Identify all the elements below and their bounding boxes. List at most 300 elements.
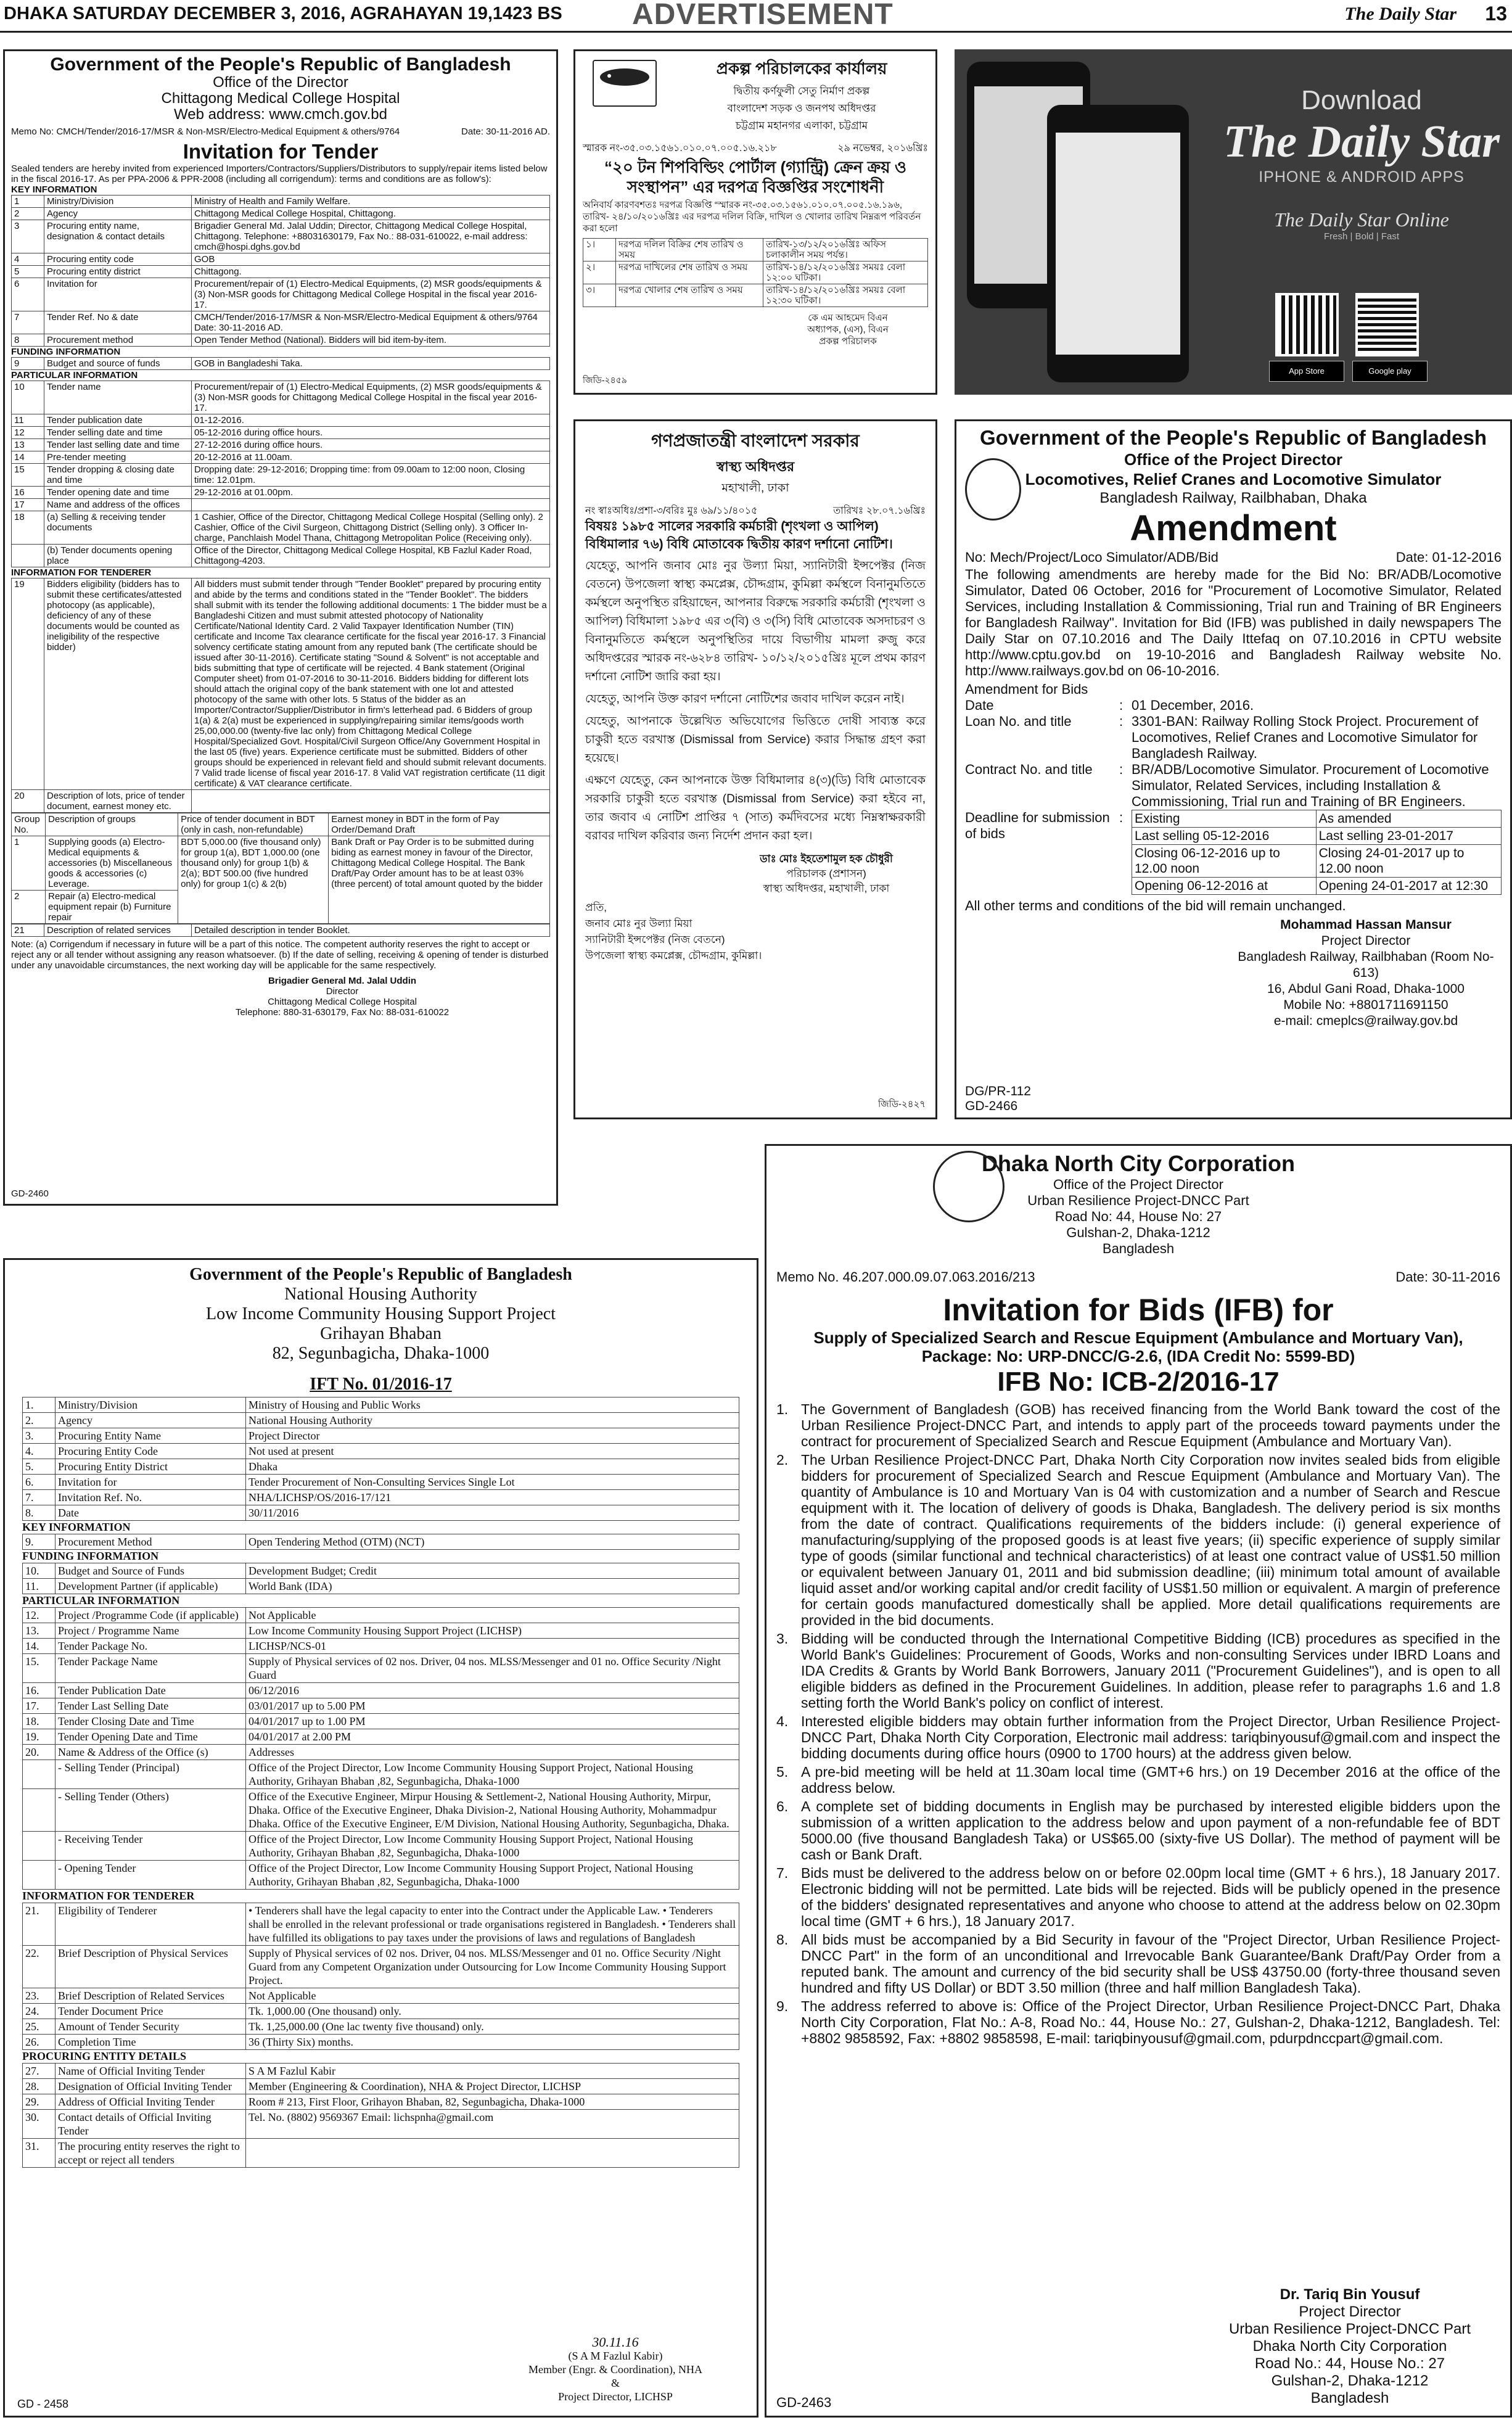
- table-row: [12, 499, 550, 511]
- dncc-logo: [933, 1151, 1005, 1222]
- table-cell: 21.: [23, 1903, 55, 1946]
- gd-number: GD - 2458: [17, 2398, 69, 2410]
- signatory-org: Chittagong Medical College Hospital: [268, 997, 417, 1007]
- bn2-date: তারিখঃ ২৮.০৭.১৬খ্রিঃ: [833, 506, 926, 516]
- table-row: [23, 1714, 739, 1729]
- table-row: [583, 239, 928, 261]
- lot-1: Supplying goods (a) Electro-Medical equipments & accessories (b) Miscellaneous goods & accessories (c) Leverage.: [46, 836, 178, 891]
- table-row: [1132, 878, 1502, 895]
- bn-signatory-title: প্রকল্প পরিচালক: [819, 336, 877, 347]
- table-cell: Designation of Official Inviting Tender: [55, 2079, 246, 2094]
- table-row: [12, 414, 550, 427]
- table-cell: তারিখ-১৪/১২/২০১৬খ্রিঃ সময়ঃ বেলা ১২:৩০ ঘটিকা।: [763, 284, 928, 307]
- table-cell: ১।: [583, 239, 616, 261]
- table-cell: 1 Cashier, Office of the Director, Chittagong Medical College Hospital (Selling only). 2 Cashier, Office of the Civil Surgeon, Chittagong District (Selling only). 3 Officer In-charge, Panchlaish Model Thana, Chittagong Metropolitan Police (Receiving only).: [192, 511, 550, 545]
- bn2-recipient-title: স্যানিটারী ইন্সপেক্টর (নিজ বেতনে): [585, 934, 725, 945]
- rail-address: Bangladesh Railway, Railbhaban, Dhaka: [1099, 490, 1367, 506]
- rail-signatory-email: e-mail: cmeplcs@railway.gov.bd: [1273, 1014, 1458, 1028]
- table-cell: Brief Description of Related Services: [55, 1988, 246, 2004]
- table-cell: 10: [12, 381, 44, 414]
- nha-table-general: [22, 1397, 739, 1521]
- phone-image-2: [1047, 105, 1189, 382]
- table-row: [23, 1639, 739, 1654]
- item-text: All bids must be accompanied by a Bid Security in favour of the "Project Director, Urban Resilience Project-DNCC Part" in the form of an unconditional and Irrevocable Bank Guarantee/Bank Draft/Pay Order from a reputed bank. The amount and currency of the bid security shall be US$ 43750.00 (forty-three thousand seven hundred and fifty US Dollar) or BDT 3.50 million (three and half million Bangladesh Taka).: [801, 1932, 1500, 1996]
- table-cell: 03/01/2017 up to 5.00 PM: [246, 1698, 739, 1714]
- bn2-ref: নং স্বাঃঅধিঃ/প্রশা-৩/বরিঃ মুঃ ৬৯/১১/৪০১৫: [585, 506, 758, 516]
- table-cell: Agency: [44, 208, 192, 220]
- bn2-para2: যেহেতু, আপনি উক্ত কারণ দর্শানো নোটিশের জবাব দাখিল করেন নাই।: [585, 693, 905, 706]
- table-row: [12, 208, 550, 220]
- lot-2: Repair (a) Electro-medical equipment repair (b) Furniture repair: [46, 891, 178, 924]
- table-cell: Tk. 1,25,000.00 (One lac twenty five thousand) only.: [246, 2019, 739, 2035]
- app-store-badge[interactable]: App Store: [1269, 361, 1344, 382]
- table-cell: Ministry of Health and Family Welfare.: [192, 195, 550, 208]
- table-cell: 14: [12, 451, 44, 464]
- table-cell: 22.: [23, 1946, 55, 1988]
- table-cell: 2: [12, 208, 44, 220]
- table-cell: 27.: [23, 2064, 55, 2079]
- signatory-contact: Telephone: 880-31-630179, Fax No: 88-031-610022: [235, 1007, 450, 1018]
- table-row: [23, 1623, 739, 1639]
- table-cell: 9: [12, 358, 44, 370]
- table-cell: NHA/LICHSP/OS/2016-17/121: [246, 1490, 739, 1505]
- table-cell: 1: [12, 195, 44, 208]
- table-row: [12, 220, 550, 253]
- table-cell: Dropping date: 29-12-2016; Dropping time: from 09.00am to 12:00 noon, Closing time: 12.01pm.: [192, 464, 550, 487]
- rail-signatory-title: Project Director: [1321, 934, 1411, 948]
- table-cell: 12.: [23, 1608, 55, 1623]
- tenderer-table: [11, 578, 550, 813]
- table-cell: ৩।: [583, 284, 616, 307]
- list-item: [776, 1452, 1500, 1628]
- list-item: [776, 1998, 1500, 2046]
- table-cell: Tender last selling date and time: [44, 439, 192, 451]
- promo-online: The Daily Star Online: [1274, 208, 1449, 231]
- table-cell: 17.: [23, 1698, 55, 1714]
- table-row: [23, 1563, 739, 1579]
- google-play-badge[interactable]: Google play: [1352, 361, 1428, 382]
- dncc-signatory-country: Bangladesh: [1310, 2390, 1389, 2406]
- section-funding: FUNDING INFORMATION: [11, 347, 121, 357]
- table-row: [23, 1760, 739, 1789]
- table-cell: Not Applicable: [246, 1608, 739, 1623]
- dncc-ifb-ad: [765, 1144, 1512, 2418]
- nha-table-particular: [22, 1607, 739, 1890]
- table-cell: Not Applicable: [246, 1988, 739, 2004]
- memo-date: Date: 30-11-2016 AD.: [461, 126, 550, 137]
- rail-body: The following amendments are hereby made for the Bid No: BR/ADB/Locomotive Simulator, Dated 06 October, 2016 for "Procurement of Locomotive Simulator, Related Services, including Installation & Commissioning, Trial run and Training of BR Engineers for Bangladesh Railway". Invitation for Bid (IFB) was published in daily newspapers The Daily Star on 07.10.2016 and The Daily Ittefaq on 07.10.2016 in CPTU website http://www.cptu.gov.bd on 19-10-2016 and Bangladesh Railway website No. http://www.railways.gov.bd on 06-10-2016.: [965, 567, 1502, 678]
- list-item: [776, 1713, 1500, 1761]
- table-cell: Brief Description of Physical Services: [55, 1946, 246, 1988]
- table-cell: 29-12-2016 at 01.00pm.: [192, 487, 550, 499]
- nha-table-funding: [22, 1563, 739, 1594]
- bn-sub1: দ্বিতীয় কর্ণফুলী সেতু নির্মাণ প্রকল্প: [733, 85, 870, 97]
- table-cell: Pre-tender meeting: [44, 451, 192, 464]
- rail-amend-label: Amendment for Bids: [965, 681, 1088, 697]
- table-row: [23, 1745, 739, 1760]
- table-cell: Not used at present: [246, 1444, 739, 1459]
- dateline: DHAKA SATURDAY DECEMBER 3, 2016, AGRAHAYAN 19,1423 BS: [4, 4, 562, 23]
- bn2-signatory-title: পরিচালক (প্রশাসন): [786, 868, 866, 879]
- qr-code-ios[interactable]: [1275, 293, 1339, 356]
- list-item: [776, 1798, 1500, 1862]
- lot-col-earnest: Earnest money in BDT in the form of Pay Order/Demand Draft: [329, 813, 550, 836]
- table-cell: Procuring Entity Code: [55, 1444, 246, 1459]
- table-cell: National Housing Authority: [246, 1413, 739, 1428]
- table-cell: 28.: [23, 2079, 55, 2094]
- table-cell: তারিখ-১৩/১২/২০১৬খ্রিঃ অফিস চলাকালীন সময় পর্যন্ত।: [763, 239, 928, 261]
- table-cell: 8.: [23, 1505, 55, 1521]
- table-row: [23, 2139, 739, 2168]
- signatory-title: Director: [326, 986, 359, 997]
- dncc-signatory-area: Gulshan-2, Dhaka-1212: [1271, 2373, 1429, 2389]
- table-cell: Date: [55, 1505, 246, 1521]
- bn2-signatory: ডাঃ মোঃ ইহতেশামুল হক চৌধুরী: [760, 853, 893, 865]
- table-cell: Procuring entity district: [44, 266, 192, 278]
- table-cell: 15: [12, 464, 44, 487]
- table-cell: 04/01/2017 at 2.00 PM: [246, 1729, 739, 1745]
- table-row: [12, 511, 550, 545]
- ad-org: Chittagong Medical College Hospital: [161, 90, 400, 107]
- dncc-title: Invitation for Bids (IFB) for: [943, 1293, 1334, 1327]
- nha-section-tenderer: INFORMATION FOR TENDERER: [22, 1890, 195, 1902]
- rail-key-date: Date: [965, 698, 994, 713]
- nha-heading: Government of the People's Republic of Bangladesh: [189, 1265, 572, 1284]
- table-row: [23, 1861, 739, 1890]
- dncc-country: Bangladesh: [1102, 1241, 1175, 1256]
- table-row: [23, 1428, 739, 1444]
- table-cell: LICHSP/NCS-01: [246, 1639, 739, 1654]
- dncc-project: Urban Resilience Project-DNCC Part: [1027, 1193, 1249, 1208]
- table-cell: Contact details of Official Inviting Tender: [55, 2110, 246, 2139]
- table-cell: Dhaka: [246, 1459, 739, 1475]
- table-row: [12, 311, 550, 334]
- dncc-ifb-number: IFB No: ICB-2/2016-17: [997, 1367, 1280, 1397]
- table-cell: GOB in Bangladeshi Taka.: [192, 358, 550, 370]
- bn-sub3: চট্টগ্রাম মহানগর এলাকা, চট্টগ্রাম: [735, 120, 868, 131]
- bangla-crane-notice: [573, 49, 937, 395]
- bn2-para1: যেহেতু, আপনি জনাব মোঃ নুর উল্যা মিয়া, স্যানিটারী ইন্সপেক্টর (নিজ বেতনে) উপজেলা স্বাস্থ্য কমপ্লেক্স, চৌদ্দগ্রাম, কুমিল্লা কর্মস্থলে বিনানুমতিতে কর্মস্থলে অনুপস্থিত রহিয়াছেন, আপনার বিরুদ্ধে সরকারি কর্মচারী (শৃংখলা ও আপিল) বিধিমালা ১৯৮৫ এর ৩(বি) ও ৩(সি) বিধি মোতাবেক অসদাচরণ ও বিনানুমতিতে কর্মস্থলে অনুপস্থিতির দায়ে বিভাগীয় মামলা রুজু করে অধিদপ্তরের স্মারক নং-৬২৮৪ তারিখ- ১০/১২/২০১৫খ্রিঃ মূলে প্রথম কারণ দর্শানো নোটিশ জারি করা হয়।: [585, 559, 926, 683]
- table-row: [23, 2079, 739, 2094]
- gd-number: GD-2463: [776, 2395, 832, 2410]
- nha-building: Grihayan Bhaban: [320, 1324, 442, 1343]
- rail-signatory-org: Bangladesh Railway, Railbhaban (Room No-613): [1238, 950, 1494, 980]
- table-cell: Office of the Project Director, Low Income Community Housing Support Project, National Housing Authority, Grihayan Bhaban ,82, Segunbagicha, Dhaka-1000: [246, 1760, 739, 1789]
- table-cell: 7.: [23, 1490, 55, 1505]
- bn2-place: মহাখালী, ঢাকা: [721, 482, 789, 495]
- ad-note: Note: (a) Corrigendum if necessary in future will be a part of this notice. The competent authority reserves the right to accept or reject any or all tender without assigning any reason whatsoever. (b) If the date of selling, receiving & opening of tender is disturbed under any unavoidable circumstances, the next working day will be applicable for the same respectively.: [11, 939, 549, 971]
- qr-code-android[interactable]: [1355, 293, 1419, 356]
- table-cell: Supply of Physical services of 02 nos. Driver, 04 nos. MLSS/Messenger and 01 no. Office Security /Night Guard: [246, 1654, 739, 1683]
- item-text: Bids must be delivered to the address below on or before 02.00pm local time (GMT + 6 hrs.), 18 January 2017. Electronic bidding will not be permitted. Late bids will be rejected. Bids will be publicly opened in the presence of the bidders' designated representatives and anyone who choose to attend at the address below on 02.30pm local time (GMT + 6 hrs.), 18 January 2017.: [801, 1865, 1500, 1929]
- railway-amendment-ad: Government of the People's Republic of Bangladesh Office of the Project Director Locomotives, Relief Cranes and Locomotive Simulator Bangladesh Railway, Railbhaban, Dhaka Amendment No: Mech/Project/Loco Simulator/ADB/Bid Date: 01-12-2016 The following amendments are hereby made for the Bid No: BR/ADB/Locomotive Simulator, Dated 06 October, 2016 for "Procurement of Locomotive Simulator, Related Services, including Installation & Commissioning, Trial run and Training of BR Engineers for Bangladesh Railway". Invitation for Bid (IFB) was published in daily newspapers The Daily Star on 07.10.2016 and The Daily Ittefaq on 07.10.2016 in CPTU website http://www.cptu.gov.bd on 19-10-2016 and Bangladesh Railway website No. http://www.railways.gov.bd on 06-10-2016. Amendment for Bids Date : 01 December, 2016. Loan No. and title : 3301-BAN: Railway Rolling Stock Project. Procurement of Locomotives, Relief Cranes and Locomotive Simulator for Bangladesh Railway. Contract No. and title : BR/ADB/Locomotive Simulator. Procurement of Locomotive Simulator, Related Services, including Installation & Commissioning, Trial run and Training of BR Engineers. Deadline for submission of bids : Existing As amended Last selling 05-12-2016 Last selling 23-01-2017 Closing 06-12-2016 up to 12.00 noon Closing 24-01-2017 up to 12.00 noon Opening 06-12-2016 at Opening 24-01-2017 at 12:30 All other terms and conditions of the bid will remain unchanged. Mohammad Hassan Mansur Project Director Bangladesh Railway, Railbhaban (Room No-613) 16, Abdul Gani Road, Dhaka-1000 Mobile No: +8801711691150 e-mail: cmeplcs@railway.gov.bd DG/PR-112 GD-2466: [955, 419, 1512, 1119]
- table-row: [23, 2110, 739, 2139]
- dncc-items: [776, 1401, 1500, 2046]
- table-cell: তারিখ-১৪/১২/২০১৬খ্রিঃ সময়ঃ বেলা ১২:০০ ঘটিকা।: [763, 261, 928, 284]
- table-cell: 2.: [23, 1413, 55, 1428]
- table-row: [12, 381, 550, 414]
- table-row: [23, 1608, 739, 1623]
- table-cell: 20-12-2016 at 11.00am.: [192, 451, 550, 464]
- table-cell: Completion Time: [55, 2035, 246, 2050]
- dncc-signatory: Dr. Tariq Bin Yousuf: [1280, 2286, 1420, 2303]
- table-cell: Invitation for: [55, 1475, 246, 1490]
- list-item: [776, 1764, 1500, 1796]
- table-cell: Tender name: [44, 381, 192, 414]
- table-cell: 18: [12, 511, 44, 545]
- table-cell: Ministry of Housing and Public Works: [246, 1397, 739, 1413]
- table-cell: 12: [12, 427, 44, 439]
- table-cell: [23, 1861, 55, 1890]
- table-cell: 20.: [23, 1745, 55, 1760]
- table-cell: 36 (Thirty Six) months.: [246, 2035, 739, 2050]
- table-cell: Open Tendering Method (OTM) (NCT): [246, 1534, 739, 1550]
- table-cell: 13.: [23, 1623, 55, 1639]
- table-cell: Procuring Entity Name: [55, 1428, 246, 1444]
- table-cell: 11.: [23, 1579, 55, 1594]
- item-number: 2.: [776, 1452, 789, 1468]
- nha-section-key: KEY INFORMATION: [22, 1521, 131, 1533]
- dncc-signatory-project: Urban Resilience Project-DNCC Part: [1228, 2321, 1471, 2337]
- cmch-tender-ad: [3, 49, 558, 1206]
- bn-ref: স্মারক নং-৩৫.০৩.১৫৬১.০১০.০৭.০০৫.১৬.২১৮: [583, 143, 777, 154]
- table-row: [12, 790, 550, 813]
- rail-signatory-addr: 16, Abdul Gani Road, Dhaka-1000: [1267, 982, 1465, 996]
- table-cell: 8: [12, 334, 44, 347]
- nha-address: 82, Segunbagicha, Dhaka-1000: [272, 1344, 490, 1363]
- section-tenderer: INFORMATION FOR TENDERER: [11, 567, 152, 578]
- table-row: [23, 1444, 739, 1459]
- item-text: The address referred to above is: Office of the Project Director, Urban Resilience Project-DNCC Part, Dhaka North City Corporation, Flat No.: A-8, Road No.: 44, House No.: 27, Gulshan-2, Dhaka-1212, Bangladesh. Tel: +8802 9858592, Fax: +8802 9858598, E-mail: tariqbinyousuf@gmail.com, pdurpdnccpart@gmail.com.: [801, 1998, 1500, 2046]
- table-cell: Project /Programme Code (if applicable): [55, 1608, 246, 1623]
- section-key-info: KEY INFORMATION: [11, 184, 97, 195]
- table-cell: দরপত্র খোলার শেষ তারিখ ও সময়: [616, 284, 763, 307]
- table-cell: Chittagong.: [192, 266, 550, 278]
- table-cell: 4: [12, 253, 44, 266]
- item-number: 8.: [776, 1932, 789, 1948]
- ad-web: Web address: www.cmch.gov.bd: [174, 106, 387, 123]
- table-row: [12, 334, 550, 347]
- dncc-road: Road No: 44, House No: 27: [1054, 1209, 1222, 1224]
- table-cell: Invitation for: [44, 278, 192, 311]
- nha-table-entity: [22, 2063, 739, 2168]
- lot-price: BDT 5,000.00 (five thousand only) for group 1(a), BDT 1,000.00 (one thousand only) for group 1(b) & 2(a); BDT 500.00 (five hundred only) for group 1(c) & 2(b): [178, 836, 329, 924]
- bn-title: প্রকল্প পরিচালকের কার্যালয়: [716, 59, 887, 78]
- table-cell: Office of the Executive Engineer, Mirpur Housing & Settlement-2, National Housing Authority, Mirpur, Dhaka. Office of the Executive Engineer, Dhaka Division-2, National Housing Authority, Mohammadpur Dhaka. Office of the Executive Engineer, E/M Division, National Housing Authority, Segunbagicha, Dhaka.: [246, 1789, 739, 1832]
- table-row: [23, 1654, 739, 1683]
- table-cell: [23, 1789, 55, 1832]
- table-cell: Closing 06-12-2016 up to 12.00 noon: [1132, 845, 1317, 878]
- table-cell: Last selling 05-12-2016: [1132, 828, 1317, 845]
- lot-earnest: Bank Draft or Pay Order is to be submitted during biding as earnest money in favour of the Director, Chittagong Medical College Hospital. The Bank Draft/Pay Order amount has to be at least 03% (three percent) of total amount quoted by the bidder: [329, 836, 550, 924]
- rail-signatory: Mohammad Hassan Mansur: [1280, 918, 1452, 932]
- gd-number: জিডি-২৪২৭: [877, 1099, 926, 1109]
- lot-col-price: Price of tender document in BDT (only in cash, non-refundable): [178, 813, 329, 836]
- promo-download: Download: [1301, 85, 1422, 115]
- table-row: [23, 2064, 739, 2079]
- table-cell: Description of lots, price of tender document, earnest money etc.: [44, 790, 192, 813]
- table-row: [12, 253, 550, 266]
- lot-col-group: Group No.: [12, 813, 46, 836]
- table-cell: Tel. No. (8802) 9569367 Email: lichspnha@gmail.com: [246, 2110, 739, 2139]
- table-cell: Eligibility of Tenderer: [55, 1903, 246, 1946]
- table-cell: Member (Engineering & Coordination), NHA & Project Director, LICHSP: [246, 2079, 739, 2094]
- table-cell: [12, 545, 44, 567]
- table-cell: Office of the Director, Chittagong Medical College Hospital, KB Fazlul Kader Road, Chittagong-4203.: [192, 545, 550, 567]
- table-cell: Ministry/Division: [44, 195, 192, 208]
- table-row: [12, 278, 550, 311]
- table-row: [12, 358, 550, 370]
- list-item: [776, 1932, 1500, 1996]
- dncc-area: Gulshan-2, Dhaka-1212: [1066, 1225, 1210, 1240]
- list-item: [776, 1401, 1500, 1449]
- table-cell: 16: [12, 487, 44, 499]
- nha-signatory-title2: Project Director, LICHSP: [558, 2390, 673, 2403]
- rail-memo: No: Mech/Project/Loco Simulator/ADB/Bid: [965, 549, 1218, 565]
- rail-val-loan: 3301-BAN: Railway Rolling Stock Project. Procurement of Locomotives, Relief Cranes and Locomotive Simulator for Bangladesh Railway.: [1132, 714, 1479, 761]
- rail-footer: All other terms and conditions of the bid will remain unchanged.: [965, 898, 1346, 913]
- table-cell: 27-12-2016 during office hours.: [192, 439, 550, 451]
- table-row: [23, 1459, 739, 1475]
- table-row: [12, 578, 550, 790]
- rail-val-contract: BR/ADB/Locomotive Simulator. Procurement of Locomotive Simulator, Related Services, including Installation & Commissioning, Trial run and Training of BR Engineers.: [1132, 762, 1489, 809]
- table-cell: - Receiving Tender: [55, 1832, 246, 1861]
- item-number: 1.: [776, 1401, 789, 1417]
- nha-signatory-title: Member (Engr. & Coordination), NHA: [528, 2363, 702, 2376]
- table-cell: As amended: [1316, 810, 1501, 828]
- table-cell: Name of Official Inviting Tender: [55, 2064, 246, 2079]
- bn2-subject: বিষয়ঃ ১৯৮৫ সালের সরকারি কর্মচারী (শৃংখলা ও আপিল) বিধিমালার ৭৬) বিধি মোতাবেক দ্বিতীয় কারণ দর্শানো নোটিশ।: [585, 519, 893, 551]
- rail-office: Office of the Project Director: [1124, 450, 1342, 469]
- table-cell: 01-12-2016.: [192, 414, 550, 427]
- table-cell: Room # 213, First Floor, Grihayon Bhaban, 82, Segunbagicha, Dhaka-1000: [246, 2094, 739, 2110]
- promo-brand: The Daily Star: [1223, 117, 1500, 167]
- bn2-dept: স্বাস্থ্য অধিদপ্তর: [716, 459, 795, 474]
- rail-date: Date: 01-12-2016: [1395, 549, 1502, 565]
- table-cell: 30.: [23, 2110, 55, 2139]
- table-row: [12, 266, 550, 278]
- table-cell: Tender Opening Date and Time: [55, 1729, 246, 1745]
- rail-key-contract: Contract No. and title: [965, 762, 1093, 777]
- table-cell: [246, 2139, 739, 2168]
- bangla-health-notice: [573, 419, 937, 1119]
- dncc-signatory-org: Dhaka North City Corporation: [1252, 2338, 1447, 2355]
- table-row: [12, 545, 550, 567]
- rail-deadline-table: [1132, 810, 1502, 895]
- page-number: 13: [1485, 2, 1507, 25]
- gd-number: জিডি-২৪৫৯: [583, 375, 627, 385]
- table-cell: • Tenderers shall have the legal capacity to enter into the Contract under the Applicable Law. • Tenderers shall be enrolled in the relevant professional or trade organisations registered in Bangladesh. • Tenderers shall have fulfilled its obligations to pay taxes under the provisions of laws and regulations of Bangladesh: [246, 1903, 739, 1946]
- item-number: 6.: [776, 1798, 789, 1814]
- bn2-para4: এক্ষণে যেহেতু, কেন আপনাকে উক্ত বিধিমালার ৪(৩)(ডি) বিধি মোতাবেক সরকারি চাকুরী হতে বরখাস্ত (Dismissal from Service) করা হইবে না, তার জবাব এ নোটিশ প্রাপ্তির ৭ (সাত) কর্মদিবসের মধ্যে নিম্নস্বাক্ষরকারী বরাবর দাখিল করিবার জন্য নির্দেশ প্রদান করা হল।: [585, 774, 926, 842]
- item-number: 4.: [776, 1713, 789, 1729]
- nha-signatory-and: &: [610, 2377, 620, 2389]
- dncc-date: Date: 30-11-2016: [1395, 1269, 1500, 1285]
- table-row: [23, 1683, 739, 1698]
- table-row: [12, 487, 550, 499]
- gd-number: GD-2460: [11, 1188, 49, 1199]
- table-cell: 05-12-2016 during office hours.: [192, 427, 550, 439]
- table-row: [23, 2019, 739, 2035]
- table-cell: 3.: [23, 1428, 55, 1444]
- nha-signature-date: 30.11.16: [592, 2334, 639, 2350]
- table-cell: 15.: [23, 1654, 55, 1683]
- table-row: [12, 439, 550, 451]
- table-cell: Tender selling date and time: [44, 427, 192, 439]
- item-number: 3.: [776, 1631, 789, 1647]
- table-cell: Tender Package No.: [55, 1639, 246, 1654]
- key-info-table: [11, 195, 550, 347]
- list-item: [776, 1631, 1500, 1711]
- table-cell: 31.: [23, 2139, 55, 2168]
- table-cell: Closing 24-01-2017 up to 12.00 noon: [1316, 845, 1501, 878]
- railway-logo: [965, 458, 1021, 521]
- table-row: [23, 1988, 739, 2004]
- table-cell: All bidders must submit tender through "Tender Booklet" prepared by procuring entity and abide by the terms and conditions stated in the "Tender Booklet". The bidders shall submit with its tender the following additional documents: 1 The bidder must be a Bangladeshi Citizen and must submit attested photocopy of Nationality Certificate/National Identity Card. 2 Valid Taxpayer Identification Number (TIN) certificate and Income Tax clearance certificate for the fiscal year 2016-17. 3 Financial solvency certificate stating amount from any reputed bank (The certificate should be issued after 30-11-2016). Certificate stating "Sound & Solvent" is not acceptable and bids submitting that type of certificate will be rejected. 4 Bank statement (Original Computer sheet) from 01-07-2016 to 30-11-2016. Bidders bidding for different lots should attach the original copy of the bank statement with one lot and attested photocopy of the same with other lots. 5 Status of the bidder as an Importer/Contractor/Supplier/Distributor in firm's letterhead pad. 6 Bidders of group 1(a) & 2(a) must be experienced in supplying/repairing similar items/goods worth 25,00,000.00 (twenty-five lac only) from Chittagong Medical College Hospital/Specialized Govt. Hospital/Civil Surgeon Office/Any Government Hospital in the last 05 (five) years. Experience certificate must be submitted. Bidders of other groups should be experienced in relevant field and should submit relevant documents. 7 Valid trade license of fiscal year 2016-17. 8 Valid VAT registration certificate (11 digit certificate) & VAT clearance certificate.: [192, 578, 550, 790]
- table-cell: Address of Official Inviting Tender: [55, 2094, 246, 2110]
- bn-signatory-rank: অধ্যাপক, (এস), বিএন: [807, 324, 889, 335]
- table-cell: Budget and source of funds: [44, 358, 192, 370]
- particular-table: [11, 381, 550, 567]
- rail-key-loan: Loan No. and title: [965, 714, 1072, 729]
- table-cell: Tender Ref. No & date: [44, 311, 192, 334]
- bn-body: অনিবার্য কারণবশতঃ দরপত্র বিজ্ঞপ্তি “স্মারক নং-৩৫.০৩.১৫৬১.০১০.০৭.০০৫.১৬.১৯৬, তারিখ- ২৪/১০/২০১৬খ্রিঃ এর দরপত্র দলিল বিক্রি, দাখিল ও খোলার তারিখ নিম্নরূপ পরিবর্তন করা হলো: [583, 200, 921, 234]
- nha-section-entity: PROCURING ENTITY DETAILS: [22, 2050, 187, 2062]
- table-cell: Brigadier General Md. Jalal Uddin; Director, Chittagong Medical College Hospital, Chittagong. Telephone: +88031630179, Fax No.: 88-031-610022, e-mail address: cmch@hospi.dghs.gov.bd: [192, 220, 550, 253]
- table-cell: Development Partner (if applicable): [55, 1579, 246, 1594]
- promo-apps: IPHONE & ANDROID APPS: [1259, 168, 1465, 186]
- table-cell: 25.: [23, 2019, 55, 2035]
- bn2-signatory-org: স্বাস্থ্য অধিদপ্তর, মহাখালী, ঢাকা: [763, 883, 890, 894]
- table-row: [23, 1490, 739, 1505]
- bn2-to: প্রতি,: [585, 902, 607, 913]
- table-cell: 17: [12, 499, 44, 511]
- table-row: [1132, 845, 1502, 878]
- table-cell: 7: [12, 311, 44, 334]
- item-number: 7.: [776, 1865, 789, 1881]
- table-cell: Open Tender Method (National). Bidders will bid item-by-item.: [192, 334, 550, 347]
- bn-date: ২৯ নভেম্বর, ২০১৬খ্রিঃ: [837, 143, 928, 154]
- table-cell: 23.: [23, 1988, 55, 2004]
- table-cell: 10.: [23, 1563, 55, 1579]
- table-cell: Opening 06-12-2016 at: [1132, 878, 1317, 895]
- table-row: [23, 1903, 739, 1946]
- table-row: [1132, 810, 1502, 828]
- table-cell: World Bank (IDA): [246, 1579, 739, 1594]
- table-row: [23, 1505, 739, 1521]
- table-row: [23, 1534, 739, 1550]
- table-cell: 16.: [23, 1683, 55, 1698]
- item-text: A complete set of bidding documents in English may be purchased by interested eligible bidders upon the submission of a written application to the address below and upon payment of a non-refundable fee of BDT 5000.00 (five thousand Bangladesh Taka) or US$65.00 (sixty-five US Dollar). The method of payment will be cash or Bank Draft.: [801, 1798, 1500, 1862]
- table-cell: 26.: [23, 2035, 55, 2050]
- table-cell: 06/12/2016: [246, 1683, 739, 1698]
- table-cell: - Selling Tender (Others): [55, 1789, 246, 1832]
- table-cell: Tender Document Price: [55, 2004, 246, 2019]
- table-cell: Tender Closing Date and Time: [55, 1714, 246, 1729]
- table-cell: [23, 1760, 55, 1789]
- table-cell: Invitation Ref. No.: [55, 1490, 246, 1505]
- table-cell: Amount of Tender Security: [55, 2019, 246, 2035]
- table-cell: Name and address of the offices: [44, 499, 192, 511]
- table-row: [23, 1946, 739, 1988]
- table-cell: Bidders eligibility (bidders has to submit these certificates/attested photocopy (as applicable), deficiency of any of these documents would be counted as ineligibility of the respective bidder): [44, 578, 192, 790]
- table-cell: 29.: [23, 2094, 55, 2110]
- table-cell: Procurement/repair of (1) Electro-Medical Equipments, (2) MSR goods/equipments & (3) Non-MSR goods for Chittagong Medical College Hospital in the fiscal year 2016-17.: [192, 381, 550, 414]
- table-row: [23, 2035, 739, 2050]
- table-row: [23, 1789, 739, 1832]
- table-cell: Project / Programme Name: [55, 1623, 246, 1639]
- table-row: [23, 1475, 739, 1490]
